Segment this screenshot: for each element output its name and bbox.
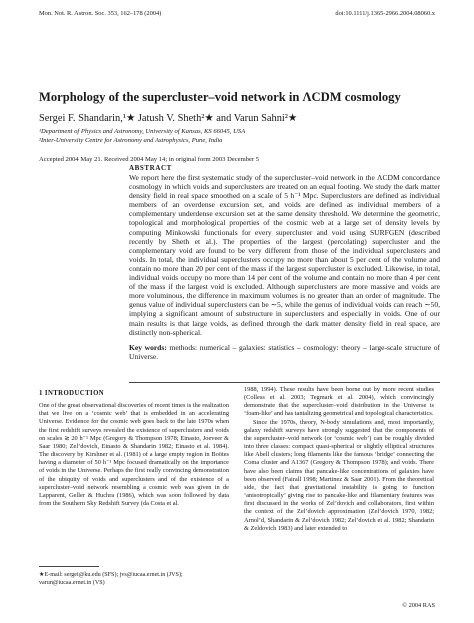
- publication-dates: Accepted 2004 May 21. Received 2004 May 14; in original form 2003 December 5: [39, 156, 260, 163]
- abstract-heading: ABSTRACT: [129, 164, 172, 172]
- copyright-notice: © 2004 RAS: [402, 602, 435, 609]
- affiliation-1: ¹Department of Physics and Astronomy, University of Kansas, KS 66045, USA: [39, 128, 246, 135]
- right-column: [244, 386, 434, 533]
- footnote-divider: [39, 566, 99, 567]
- keywords-text: methods: numerical – galaxies: statistics – cosmology: theory – large-scale structure of Universe.: [129, 342, 440, 361]
- section-heading-introduction: 1 INTRODUCTION: [39, 390, 105, 397]
- intro-paragraph-1-continued: 1988, 1994). These results have been borne out by more recent studies (Colless et al. 2003; Tegmark et al. 2004), which convincingly demonstrate that the supercluster–void distribution in the Universe is ‘foam-like’ and has tantalizing geometrical and topological characteristics.: [244, 386, 434, 418]
- journal-citation: Mon. Not. R. Astron. Soc. 353, 162–178 (2004): [39, 10, 162, 17]
- author-list: Sergei F. Shandarin,¹★ Jatush V. Sheth²★ and Varun Sahni²★: [39, 113, 298, 124]
- paper-title: Morphology of the supercluster–void network in ΛCDM cosmology: [39, 90, 401, 104]
- keywords: [129, 343, 440, 361]
- intro-paragraph-2: Since the 1970s, theory, N-body simulations and, most importantly, galaxy redshift surveys have strongly suggested that the components of the supercluster–void network (or ‘cosmic web’) can be roughly divided into three classes: compact quasi-spherical or slightly elliptical structures like Abell clusters; long filaments like the famous ‘bridge’ connecting the Coma cluster and A1367 (Gregory & Thompson 1978); and voids. There have also been claims that pancake-like concentrations of galaxies have been observed (Fairall 1998; Martinez & Saar 2001). From the theoretical side, the fact that gravitational instability is going to function ‘anisotropically’ giving rise to pancake-like and filamentary features was first discussed in the works of Zel’dovich and collaborators, first within the context of the Zel’dovich approximation (Zel’dovich 1970, 1982; Arnol’d, Shandarin & Zel’dovich 1982; Zel’dovich et al. 1982; Shandarin & Zeldovich 1983) and later extended to: [244, 418, 434, 532]
- intro-paragraph-1: One of the great observational discoveries of recent times is the realization that we live on a ‘cosmic web’ that is embedded in an accelerating Universe. Evidence for the cosmic web goes back to the late 1970s when the first redshift surveys revealed the existence of superclusters and voids on scales ≳ 20 h⁻¹ Mpc (Gregory & Thompson 1978; Einasto, Joeveer & Saar 1980; Zel’dovich, Einasto & Shandarin 1982; Einasto et al. 1984). The discovery by Kirshner et al. (1981) of a large empty region in Boötes having a diameter of 50 h⁻¹ Mpc focused dramatically on the importance of voids in the Universe. Perhaps the first really convincing demonstration of the ubiquity of voids and superclusters and of the existence of a supercluster–void network resembling a cosmic web was given in de Lapparent, Geller & Huchra (1986), which was soon followed by data from the Southern Sky Redshift Survey (da Costa et al.: [39, 402, 229, 508]
- abstract-divider: [129, 382, 440, 383]
- doi-link[interactable]: doi:10.1111/j.1365-2966.2004.08060.x: [335, 10, 435, 17]
- left-column: [39, 386, 229, 508]
- abstract-block: [129, 164, 440, 361]
- keywords-label: Key words:: [129, 342, 167, 352]
- abstract-text: We report here the first systematic study of the supercluster–void network in the ΛCDM concordance cosmology in which voids and superclusters are treated on an equal footing. We study the dark matter density field in real space smoothed on a scale of 5 h⁻¹ Mpc. Superclusters are defined as individual members of an overdense excursion set, and voids are defined as individual members of a complementary underdense excursion set at the same density threshold. We determine the geometric, topological and morphological properties of the cosmic web at a large set of density levels by computing Minkowski functionals for every supercluster and void using SURFGEN (described recently by Sheth et al.). The properties of the largest (percolating) supercluster and the complementary void are found to be very different from those of the individual superclusters and voids. In total, the individual superclusters occupy no more than about 5 per cent of the volume and contain no more than 20 per cent of the mass if the largest supercluster is excluded. Likewise, in total, individual voids occupy no more than 14 per cent of the volume and contain no more than 4 per cent of the mass if the largest void is excluded. Although superclusters are more massive and voids are more voluminous, the difference in maximum volumes is no greater than an order of magnitude. The genus value of individual superclusters can be ∼5, while the genus of individual voids can reach ∼50, implying a significant amount of substructure in superclusters and especially in voids. One of our main results is that large voids, as defined through the dark matter density field in real space, are distinctly non-spherical.: [129, 173, 440, 337]
- affiliation-2: ²Inter-University Centre for Astronomy and Astrophysics, Pune, India: [39, 137, 223, 144]
- email-footnote: ★E-mail: sergei@ku.edu (SFS); jvs@iucaa.ernet.in (JVS); varun@iucaa.ernet.in (VS): [39, 572, 183, 586]
